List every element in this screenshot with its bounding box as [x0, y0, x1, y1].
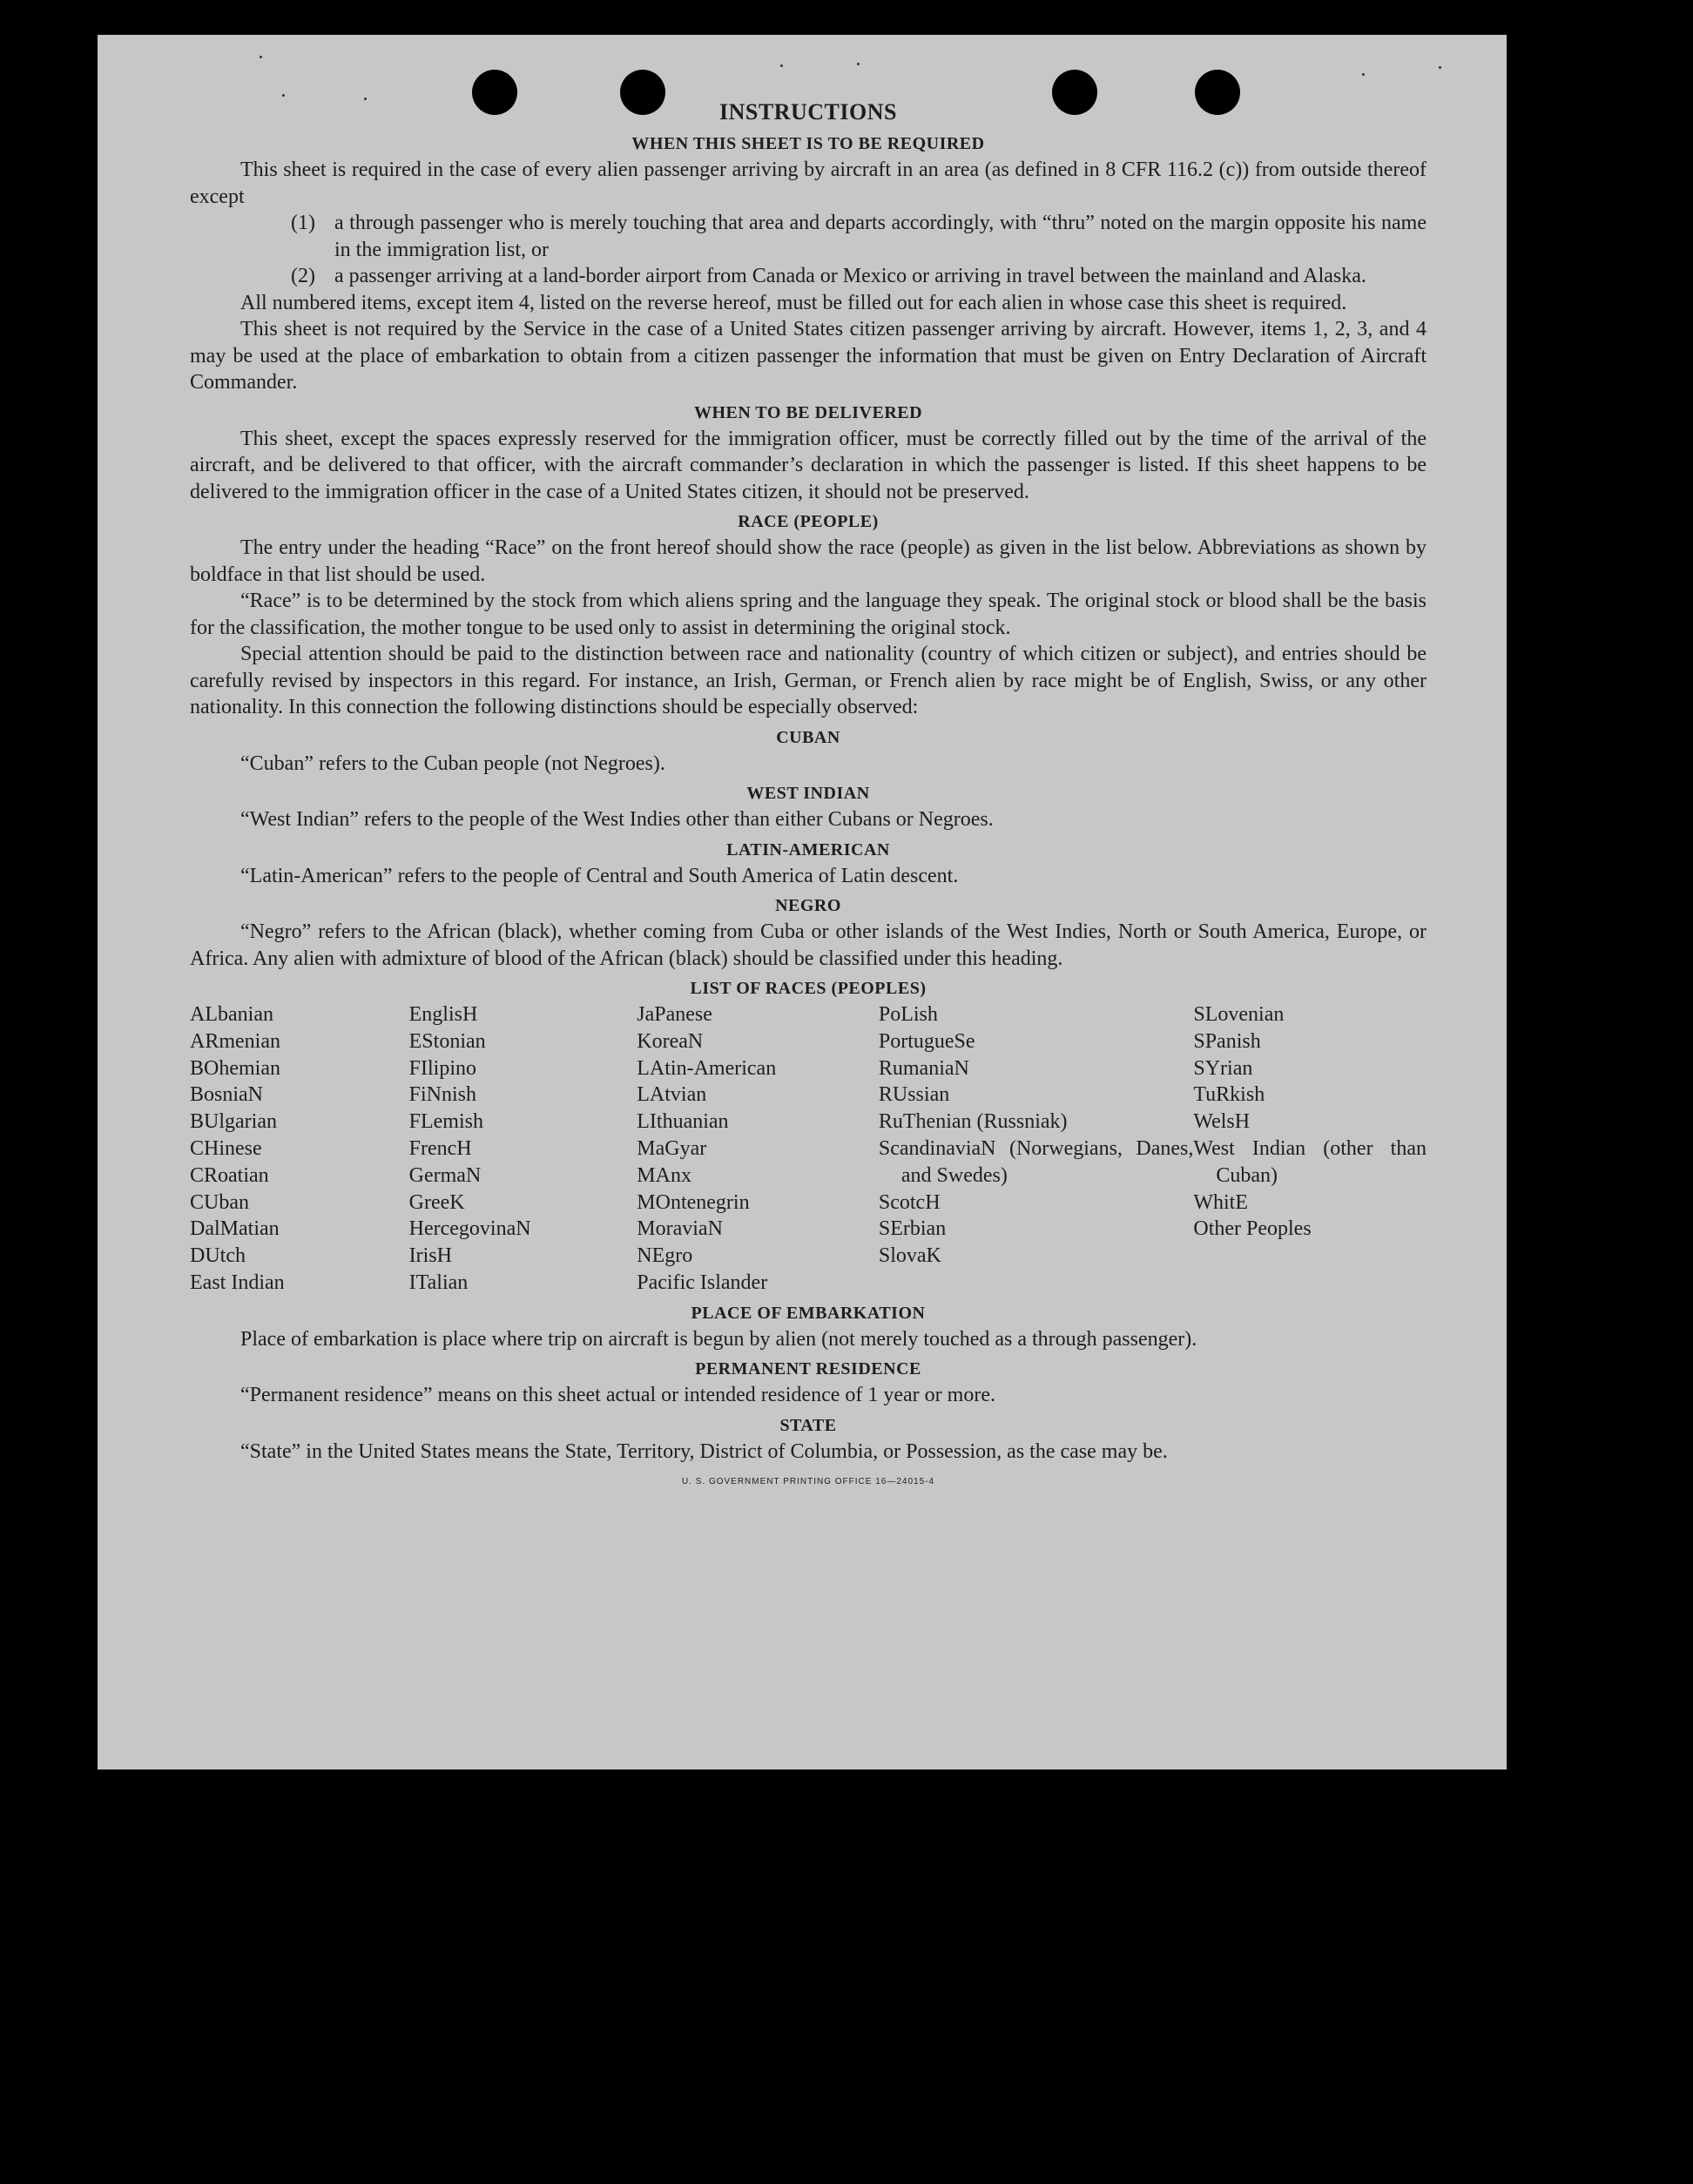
section-heading-latin-american: LATIN-AMERICAN	[726, 839, 890, 859]
paragraph: The entry under the heading “Race” on the front hereof should show the race (people) as given in the list below. Abbreviations as shown by boldface in that list should be used.	[190, 536, 1427, 586]
race-entry: TuRkish	[1193, 1083, 1265, 1107]
race-entry: PoLish	[878, 1003, 938, 1026]
item-number: (2)	[291, 265, 315, 287]
race-entry: ScotcH	[878, 1190, 941, 1214]
instructions-content	[190, 98, 1427, 1486]
race-entry: WhitE	[1193, 1190, 1249, 1214]
race-entry: Pacific Islander	[637, 1271, 768, 1294]
race-entry: RUssian	[878, 1083, 950, 1107]
paragraph: “Race” is to be determined by the stock from which aliens spring and the language they speak. The original stock or blood shall be the basis for the classification, the mother tongue to be used only to assist in determining the original stock.	[190, 590, 1427, 639]
paragraph: “Latin-American” refers to the people of Central and South America of Latin descent.	[240, 864, 959, 887]
race-entry: PortugueSe	[878, 1029, 975, 1053]
paragraph: “West Indian” refers to the people of the West Indies other than either Cubans or Negroes.	[240, 808, 994, 831]
race-entry: Other Peoples	[1193, 1217, 1312, 1241]
race-entry: SErbian	[878, 1217, 947, 1241]
race-entry: EStonian	[408, 1029, 486, 1053]
races-column	[1193, 1001, 1427, 1297]
document-sheet	[98, 35, 1507, 1769]
section-heading-state: STATE	[779, 1415, 837, 1435]
paragraph: “State” in the United States means the State, Territory, District of Columbia, or Possession, as the case may be.	[240, 1439, 1168, 1463]
race-entry: CUban	[190, 1190, 249, 1214]
race-entry: ScandinaviaN (Norwegians, Danes, and Swedes)	[878, 1136, 1194, 1187]
list-item	[291, 263, 1427, 290]
race-entry: BUlgarian	[190, 1110, 277, 1134]
section-heading-negro: NEGRO	[775, 896, 841, 915]
race-entry: MOntenegrin	[637, 1190, 750, 1214]
race-entry: KoreaN	[637, 1029, 704, 1053]
race-entry: NEgro	[637, 1244, 693, 1268]
paragraph: “Permanent residence” means on this sheet actual or intended residence of 1 year or more.	[240, 1384, 995, 1407]
race-entry: FrencH	[408, 1136, 472, 1160]
race-entry: West Indian (other than Cuban)	[1193, 1136, 1427, 1187]
section-heading-delivered: WHEN TO BE DELIVERED	[693, 402, 923, 422]
race-entry: ALbanian	[190, 1003, 273, 1026]
race-entry: MaGyar	[637, 1136, 707, 1160]
races-list	[190, 1001, 1427, 1297]
dust-speck	[282, 94, 285, 97]
races-column	[879, 1001, 1193, 1297]
list-item	[291, 210, 1427, 263]
race-entry: DUtch	[190, 1244, 246, 1268]
races-column	[409, 1001, 637, 1297]
race-entry: East Indian	[190, 1271, 285, 1294]
section-heading-race: RACE (PEOPLE)	[738, 512, 879, 531]
race-entry: CRoatian	[190, 1163, 269, 1187]
race-entry: LIthuanian	[637, 1110, 729, 1134]
item-text: a through passenger who is merely touching that area and departs accordingly, with “thru” noted on the margin opposite his name in the immigration list, or	[334, 212, 1427, 261]
section-heading-required: WHEN THIS SHEET IS TO BE REQUIRED	[631, 134, 985, 153]
race-entry: FLemish	[408, 1110, 483, 1134]
race-entry: EnglisH	[408, 1003, 478, 1026]
race-entry: RumaniaN	[878, 1056, 969, 1080]
race-entry: BosniaN	[190, 1083, 263, 1107]
race-entry: WelsH	[1193, 1110, 1251, 1134]
paragraph: “Cuban” refers to the Cuban people (not Negroes).	[240, 752, 665, 775]
race-entry: ITalian	[408, 1271, 469, 1294]
race-entry: FiNnish	[408, 1083, 476, 1107]
paragraph: All numbered items, except item 4, listed on the reverse hereof, must be filled out for each alien in whose case this sheet is required.	[240, 291, 1347, 314]
race-entry: MAnx	[637, 1163, 691, 1187]
race-entry: SLovenian	[1193, 1003, 1285, 1026]
race-entry: SPanish	[1193, 1029, 1261, 1053]
race-entry: JaPanese	[637, 1003, 712, 1026]
section-heading-cuban: CUBAN	[776, 727, 840, 747]
item-text: a passenger arriving at a land-border airport from Canada or Mexico or arriving in travel between the mainland and Alaska.	[334, 265, 1366, 287]
paragraph: Special attention should be paid to the distinction between race and nationality (country of which citizen or subject), and entries should be carefully revised by inspectors in this regard. For instance, an Irish, German, or French alien by race might be of English, Swiss, or any other nationality. In this connection the following distinctions should be especially observed:	[190, 643, 1427, 718]
race-entry: ARmenian	[190, 1029, 280, 1053]
section-heading-races-list: LIST OF RACES (PEOPLES)	[690, 979, 927, 998]
race-entry: MoraviaN	[637, 1217, 723, 1241]
races-column	[637, 1001, 879, 1297]
race-entry: IrisH	[408, 1244, 452, 1268]
dust-speck	[1439, 66, 1441, 69]
section-heading-west-indian: WEST INDIAN	[746, 784, 870, 803]
section-heading-residence: PERMANENT RESIDENCE	[695, 1359, 921, 1379]
paragraph: “Negro” refers to the African (black), whether coming from Cuba or other islands of the West Indies, North or South America, Europe, or Africa. Any alien with admixture of blood of the African (black) should be classified under this heading.	[190, 920, 1427, 970]
dust-speck	[857, 63, 860, 65]
race-entry: DalMatian	[190, 1217, 280, 1241]
dust-speck	[260, 56, 262, 58]
race-entry: LAtvian	[637, 1083, 707, 1107]
page-title: INSTRUCTIONS	[719, 99, 897, 125]
race-entry: CHinese	[190, 1136, 262, 1160]
paragraph: This sheet is not required by the Service in the case of a United States citizen passenger arriving by aircraft. However, items 1, 2, 3, and 4 may be used at the place of embarkation to obtain from a citizen passenger the information that must be given on Entry Declaration of Aircraft Commander.	[190, 318, 1427, 394]
dust-speck	[1362, 73, 1365, 76]
race-entry: FIlipino	[408, 1056, 476, 1080]
race-entry: HercegovinaN	[408, 1217, 531, 1241]
printer-imprint: U. S. GOVERNMENT PRINTING OFFICE 16—24015-4	[681, 1477, 935, 1487]
race-entry: SlovaK	[878, 1244, 941, 1268]
section-heading-embarkation: PLACE OF EMBARKATION	[691, 1303, 926, 1323]
race-entry: GreeK	[408, 1190, 465, 1214]
race-entry: LAtin-American	[637, 1056, 777, 1080]
races-column	[190, 1001, 409, 1297]
race-entry: GermaN	[408, 1163, 482, 1187]
race-entry: BOhemian	[190, 1056, 280, 1080]
paragraph: Place of embarkation is place where trip on aircraft is begun by alien (not merely touched as a through passenger).	[240, 1327, 1197, 1351]
item-number: (1)	[291, 212, 315, 234]
paragraph: This sheet is required in the case of every alien passenger arriving by aircraft in an area (as defined in 8 CFR 116.2 (c)) from outside thereof except	[190, 158, 1427, 208]
paragraph: This sheet, except the spaces expressly reserved for the immigration officer, must be correctly filled out by the time of the arrival of the aircraft, and be delivered to that officer, with the aircraft commander’s declaration in which the passenger is listed. If this sheet happens to be delivered to the immigration officer in the case of a United States citizen, it should not be preserved.	[190, 427, 1427, 503]
race-entry: RuThenian (Russniak)	[878, 1110, 1068, 1134]
dust-speck	[780, 64, 783, 67]
race-entry: SYrian	[1193, 1056, 1253, 1080]
